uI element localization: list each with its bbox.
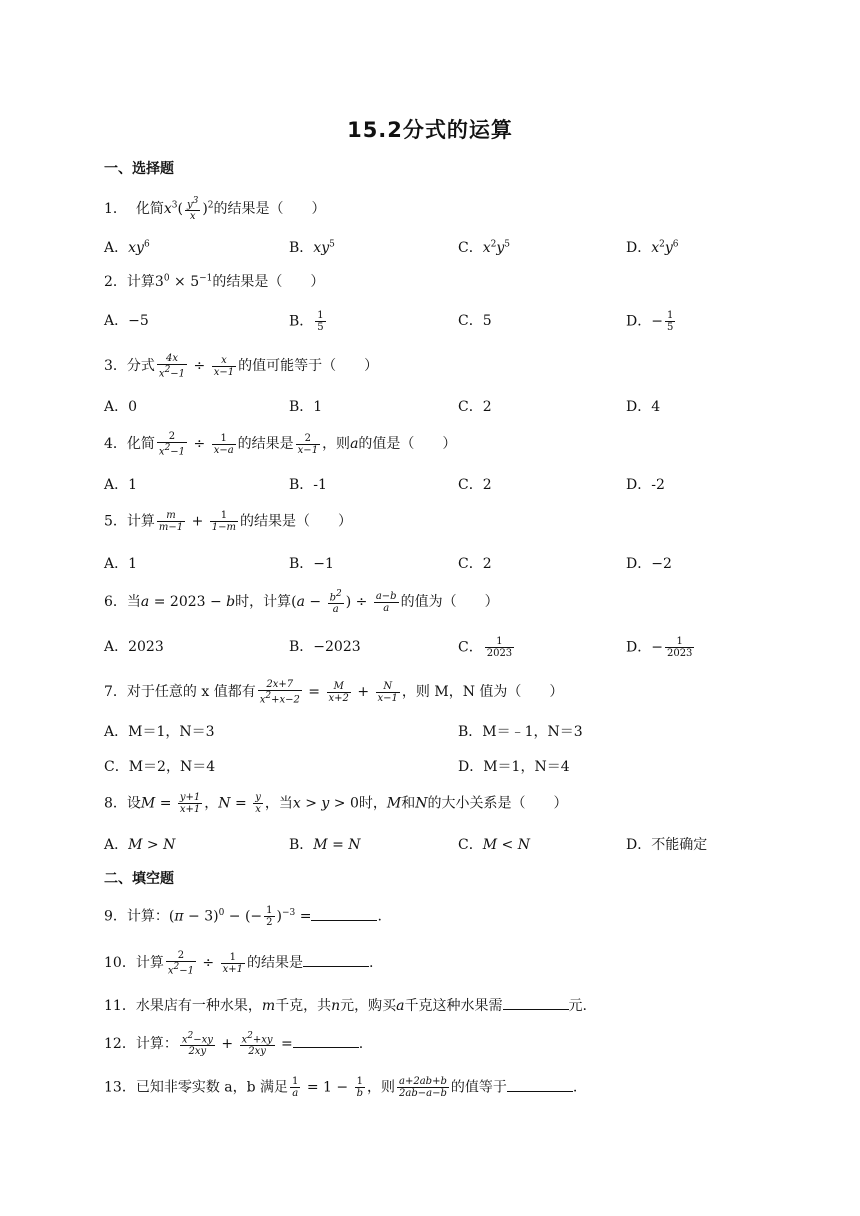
option-c[interactable]: C．5 [458,313,492,329]
option-a[interactable]: A．M＝1，N＝3 [104,724,215,740]
answer-blank[interactable] [303,954,369,967]
options-q3 [104,396,744,420]
question-3: 3．分式 $\frac{4x}{x^2-1}$ ÷ $\frac{x}{x-1}$ 的值可能等于（ ） [104,353,379,380]
options-q5 [104,553,744,577]
option-b[interactable]: B．−1 [289,556,334,572]
question-6: 6．当a = 2023 − b时，计算(a − $\frac{b^2}{a}$ ) ÷ $\frac{a-b}{a}$ 的值为（ ） [104,589,499,616]
option-b[interactable]: B．1 [289,399,323,415]
option-b[interactable]: B．M＝﹣1，N＝3 [458,724,583,740]
option-b[interactable]: B．M = N [289,837,361,853]
question-5: 5．计算 $\frac{m}{m-1}$ + $\frac{1}{1-m}$ 的结果是（ ） [104,510,353,533]
option-a[interactable]: A．−5 [104,313,149,329]
option-d[interactable]: D．-2 [626,477,665,493]
option-d[interactable]: D．− $\frac{1}{2023}$ [626,636,693,659]
question-12: 12．计算： $\frac{x^2-xy}{2xy}$ + $\frac{x^2+xy}{2xy}$ = . [104,1031,364,1058]
option-d[interactable]: D．M＝1，N＝4 [458,759,570,775]
options-q1 [104,237,744,261]
question-11: 11．水果店有一种水果，m千克，共n元，购买a千克这种水果需 元. [104,998,587,1014]
option-c[interactable]: C． $\frac{1}{2023}$ [458,636,513,659]
option-c[interactable]: C．M < N [458,837,530,853]
options-q8 [104,834,744,858]
answer-blank[interactable] [507,1079,573,1092]
option-b[interactable]: B．−2023 [289,639,361,655]
option-a[interactable]: A．M > N [104,837,176,853]
option-c[interactable]: C．2 [458,556,492,572]
question-7: 7．对于任意的 x 值都有 $\frac{2x+7}{x^2+x-2}$ = $\frac{M}{x+2}$ + $\frac{N}{x-1}$ ，则 M，N 值为（ ） [104,679,564,706]
option-a[interactable]: A．1 [104,477,138,493]
answer-blank[interactable] [293,1035,359,1048]
question-text: 化简 [135,201,164,218]
question-1: 1． 化简$x^3$( $\frac{y^3}{x}$ )$^2$的结果是（ ） [104,196,326,223]
option-a[interactable]: A．1 [104,556,138,572]
section-heading-choice: 一、选择题 [104,161,174,177]
page-title: 15.2分式的运算 [347,118,513,142]
question-10: 10．计算 $\frac{2}{x^2-1}$ ÷ $\frac{1}{x+1}$ 的结果是 . [104,950,374,977]
section-heading-fill: 二、填空题 [104,871,174,887]
option-a[interactable]: A．2023 [104,639,164,655]
question-2: 2．计算$3^0 \times 5^{-1}$的结果是（ ） [104,273,325,290]
option-c[interactable]: C．2 [458,399,492,415]
options-q7-row1 [104,721,744,745]
options-q2 [104,310,744,334]
option-a[interactable]: A．0 [104,399,138,415]
option-c[interactable]: C．M＝2，N＝4 [104,759,216,775]
options-q4 [104,474,744,498]
option-c[interactable]: C．2 [458,477,492,493]
option-c[interactable]: C．$x^2y^5$ [458,239,511,256]
option-d[interactable]: D．−2 [626,556,672,572]
option-d[interactable]: D．− $\frac{1}{5}$ [626,310,674,333]
option-b[interactable]: B．-1 [289,477,327,493]
question-9: 9．计算：$(\pi - 3)^0$ − (− $\frac{1}{2}$ )$^{-3}$ = . [104,905,382,928]
option-b[interactable]: B．$xy^5$ [289,239,335,256]
option-a[interactable]: A．$xy^6$ [104,239,150,256]
option-b[interactable]: B． $\frac{1}{5}$ [289,310,324,333]
answer-blank[interactable] [503,997,569,1010]
options-q6 [104,636,744,660]
question-number: 1． [104,201,127,218]
question-text: 的结果是（ ） [213,201,326,218]
options-q7-row2 [104,756,744,780]
question-8: 8．设M = $\frac{y+1}{x+1}$ ，N = $\frac{y}{x}$ ，当x > y > 0时，M和N的大小关系是（ ） [104,792,568,815]
option-d[interactable]: D．$x^2y^6$ [626,239,679,256]
question-4: 4．化简 $\frac{2}{x^2-1}$ ÷ $\frac{1}{x-a}$ 的结果是 $\frac{2}{x-1}$ ，则a的值是（ ） [104,431,457,458]
question-13: 13．已知非零实数 a，b 满足 $\frac{1}{a}$ = 1 − $\frac{1}{b}$ ，则 $\frac{a+2ab+b}{2ab-a-b}$ 的值等于 . [104,1076,578,1099]
option-d[interactable]: D．4 [626,399,661,415]
answer-blank[interactable] [311,908,377,921]
option-d[interactable]: D．不能确定 [626,837,708,853]
